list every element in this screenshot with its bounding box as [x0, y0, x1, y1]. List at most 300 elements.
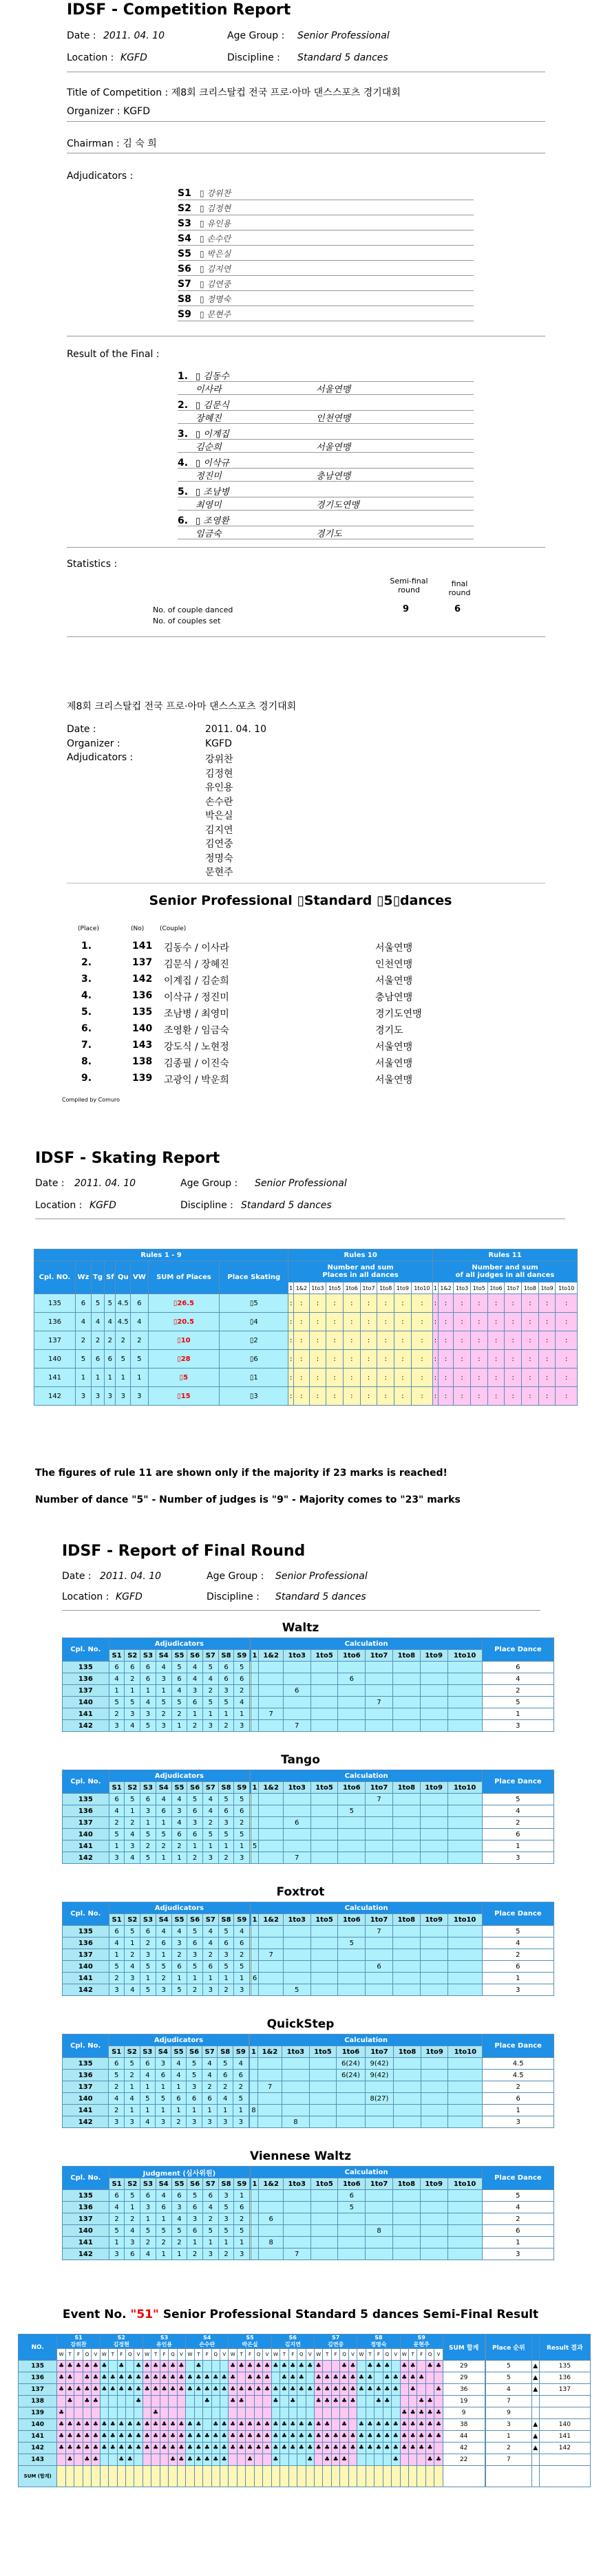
calc-cell: 6(24) — [337, 2070, 366, 2081]
sub-col-header: 1to9 — [394, 1282, 412, 1294]
semi-mark — [254, 2396, 262, 2407]
semi-mark: ♣ — [229, 2443, 237, 2454]
semi-dance-letter: T — [237, 2349, 245, 2361]
calc-cell — [366, 1973, 393, 1984]
semi-sum-cell — [100, 2466, 108, 2487]
skating-dance-place: 2 — [116, 1331, 131, 1350]
semi-no: 138 — [19, 2396, 57, 2407]
judge-header: S8 — [218, 1782, 234, 1794]
judge-mark: 4 — [234, 1926, 250, 1938]
calc-cell — [366, 1984, 393, 1996]
judge-mark: 2 — [109, 2213, 125, 2225]
semi-mark — [203, 2407, 211, 2419]
semi-result-marker — [531, 2454, 539, 2466]
skating-cpl-no: 141 — [34, 1368, 76, 1387]
rule10-cell: : — [377, 1294, 394, 1313]
calc-cell — [392, 1926, 420, 1938]
summary-date: 2011. 04. 10 — [205, 724, 267, 735]
judge-mark: 1 — [156, 1817, 171, 1829]
semi-mark: ♣ — [271, 2443, 280, 2454]
semi-mark: ♣ — [357, 2431, 366, 2443]
semi-judge-header: S5 박은실 — [229, 2334, 271, 2349]
summary-couple: 김종필 / 이진숙 — [164, 1058, 229, 1069]
semi-mark: ♣ — [194, 2384, 202, 2396]
dance-cpl-no: 141 — [63, 2237, 109, 2248]
semi-mark — [126, 2396, 134, 2407]
semi-mark — [220, 2361, 228, 2372]
semi-mark: ♣ — [169, 2454, 177, 2466]
calc-cell — [282, 2058, 310, 2070]
calc-cell — [282, 2093, 310, 2105]
semi-mark: ♣ — [288, 2396, 297, 2407]
semi-mark: ♣ — [340, 2361, 348, 2372]
semi-mark: ♣ — [160, 2372, 168, 2384]
calc-cell — [257, 2093, 282, 2105]
semi-mark: ♣ — [400, 2419, 408, 2431]
semi-mark: ♣ — [83, 2396, 91, 2407]
judge-mark: 5 — [109, 2225, 125, 2237]
judge-mark: 4 — [171, 1685, 187, 1697]
dance-place: 3 — [482, 1852, 553, 1864]
semi-sum: 22 — [443, 2454, 485, 2466]
semi-dance-letter: V — [434, 2349, 443, 2361]
calc-cell — [251, 1938, 259, 1949]
judge-header: S9 — [233, 2046, 249, 2058]
dance-table — [62, 1902, 554, 1996]
skating-cpl-no: 136 — [34, 1313, 76, 1331]
semi-mark — [246, 2396, 254, 2407]
semi-row — [19, 2419, 591, 2431]
header-row — [34, 1249, 578, 1261]
semi-mark — [323, 2407, 331, 2419]
semi-mark: ♣ — [348, 2372, 357, 2384]
semi-result-marker — [531, 2396, 539, 2407]
semi-mark — [323, 2361, 331, 2372]
judge-mark: 3 — [156, 1720, 171, 1732]
dance-cpl-no: 135 — [63, 1926, 109, 1938]
semi-mark: ♣ — [126, 2454, 134, 2466]
semi-mark — [117, 2396, 125, 2407]
semi-mark — [434, 2396, 443, 2407]
semi-mark — [177, 2407, 185, 2419]
final-club: 인천연맹 — [316, 414, 351, 424]
semi-mark: ♣ — [143, 2361, 151, 2372]
semi-mark: ♣ — [434, 2361, 443, 2372]
semi-mark: ♣ — [151, 2443, 160, 2454]
judge-mark: 4 — [218, 2093, 233, 2105]
calc-cell — [251, 2225, 259, 2237]
semi-mark: ♣ — [383, 2396, 391, 2407]
header-row — [63, 1914, 554, 1926]
calc-cell — [310, 1852, 338, 1864]
semi-dance-letter: Q — [169, 2349, 177, 2361]
calc-col-header: 1&2 — [259, 1782, 283, 1794]
final-line — [178, 497, 474, 511]
judge-mark: 3 — [218, 2190, 234, 2202]
semi-mark: ♣ — [220, 2372, 228, 2384]
dance-place: 6 — [482, 2225, 553, 2237]
calc-cell — [250, 2070, 258, 2081]
calc-cell — [420, 1949, 447, 1961]
semi-mark — [151, 2396, 160, 2407]
semi-mark — [357, 2361, 366, 2372]
semi-mark — [169, 2396, 177, 2407]
skating-row — [34, 1294, 578, 1313]
calc-cell — [392, 1852, 420, 1864]
judge-mark: 6 — [218, 2070, 233, 2081]
calc-cell — [251, 1685, 259, 1697]
sub-col-header: 1 — [288, 1282, 294, 1294]
semi-mark: ♣ — [400, 2407, 408, 2419]
final-club: 서울연맹 — [316, 385, 351, 395]
rule11-cell: : — [454, 1294, 471, 1313]
final-line — [178, 484, 474, 497]
rule11-cell: : — [556, 1331, 578, 1350]
judge-mark: 1 — [187, 1973, 203, 1984]
judge-header: S3 — [140, 1650, 156, 1662]
semi-mark: ♣ — [117, 2419, 125, 2431]
semi-sum-cell — [383, 2466, 391, 2487]
calc-cell — [392, 1973, 420, 1984]
judge-mark: 1 — [140, 2213, 156, 2225]
judge-mark: 5 — [156, 1697, 171, 1708]
dance-cpl-no: 142 — [63, 1984, 109, 1996]
rule11-cell: : — [522, 1331, 539, 1350]
rule11-cell: : — [505, 1350, 522, 1368]
judge-mark: 6 — [218, 1938, 234, 1949]
semi-mark — [306, 2372, 314, 2384]
calc-cell — [420, 1662, 447, 1673]
calc-cell — [259, 1829, 283, 1840]
semi-sum-cell — [92, 2466, 100, 2487]
calc-cell: 5 — [338, 2202, 366, 2213]
calc-cell — [392, 1720, 420, 1732]
place-header: Place Skating — [220, 1261, 288, 1294]
calc-cell — [310, 1973, 338, 1984]
rule11-cell: : — [487, 1350, 505, 1368]
stat-final-value: 6 — [454, 604, 461, 614]
rule10-cell: : — [288, 1294, 294, 1313]
semi-sum: 19 — [443, 2396, 485, 2407]
rule10-cell: : — [377, 1350, 394, 1368]
calc-cell — [259, 1805, 283, 1817]
skating-dance-place: 3 — [76, 1387, 92, 1406]
calc-cell — [447, 1817, 482, 1829]
dance-place: 5 — [482, 2190, 553, 2202]
judge-mark: 3 — [202, 2116, 218, 2128]
judge-mark: 1 — [125, 1685, 140, 1697]
semi-row — [19, 2443, 591, 2454]
calc-cell — [392, 1840, 420, 1852]
calc-cell — [447, 1794, 482, 1805]
dance-row — [63, 1961, 554, 1973]
semi-mark: ♣ — [57, 2361, 65, 2372]
semi-no: 141 — [19, 2431, 57, 2443]
semi-mark — [143, 2396, 151, 2407]
rule11-cell: : — [556, 1294, 578, 1313]
semi-sum: 29 — [443, 2361, 485, 2372]
judge-header: S2 — [125, 1650, 140, 1662]
semi-sum-cell — [263, 2466, 271, 2487]
dance-table — [62, 1638, 554, 1732]
semi-dance-letter: Q — [254, 2349, 262, 2361]
calc-cell — [447, 1805, 482, 1817]
judge-header: S1 — [109, 2046, 125, 2058]
judge-mark: 5 — [109, 1697, 125, 1708]
semi-mark: ♣ — [271, 2454, 280, 2466]
calc-cell — [259, 1852, 283, 1864]
calc-cell — [366, 2202, 393, 2213]
cpl-header: Cpl. No. — [63, 1638, 109, 1662]
judge-mark: 5 — [218, 1697, 234, 1708]
calc-cell — [420, 2248, 447, 2260]
judge-mark: 6 — [233, 2070, 249, 2081]
dance-place: 2 — [482, 1949, 553, 1961]
dance-place: 1 — [482, 1708, 553, 1720]
rule10-cell: : — [326, 1331, 344, 1350]
judge-header: S8 — [218, 1914, 234, 1926]
judge-header: S6 — [187, 1914, 203, 1926]
header-row — [63, 2046, 554, 2058]
judge-mark: 2 — [218, 1852, 234, 1864]
judge-mark: 3 — [125, 1840, 140, 1852]
rule10-cell: : — [343, 1350, 360, 1368]
judge-mark: 4 — [202, 1673, 218, 1685]
semi-mark: ♣ — [408, 2443, 417, 2454]
summary-no: 139 — [132, 1073, 153, 1084]
semi-mark: ♣ — [375, 2396, 383, 2407]
calc-col-header: 1to10 — [448, 2046, 483, 2058]
semi-sum: 29 — [443, 2372, 485, 2384]
calc-cell — [366, 1685, 393, 1697]
judge-mark: 3 — [171, 1938, 187, 1949]
skating-dance-place: 5 — [131, 1350, 148, 1368]
semi-dance-letter: F — [246, 2349, 254, 2361]
skating-dance-place: 1 — [91, 1368, 104, 1387]
semi-mark: ♣ — [169, 2443, 177, 2454]
judge-mark: 5 — [218, 2058, 233, 2070]
semi-judge-header: S6 김지연 — [271, 2334, 314, 2349]
semi-mark — [65, 2407, 74, 2419]
semi-mark: ♣ — [425, 2407, 434, 2419]
calc-cell — [251, 1852, 259, 1864]
calc-cell — [421, 2093, 448, 2105]
skating-dance-place: 2 — [105, 1331, 116, 1350]
dance-row — [63, 1852, 554, 1864]
semi-mark: ♣ — [314, 2372, 322, 2384]
semi-mark: ♣ — [306, 2419, 314, 2431]
rule10-cell: : — [294, 1294, 309, 1313]
summary-club: 서울연맹 — [375, 1058, 413, 1069]
judge-mark: 1 — [234, 2190, 250, 2202]
adjudicator-row — [178, 278, 474, 291]
semi-sum: 36 — [443, 2384, 485, 2396]
judge-header: S4 — [156, 2178, 171, 2190]
semi-mark: ♣ — [417, 2372, 425, 2384]
calc-cell: 7 — [366, 1926, 393, 1938]
calc-cell — [257, 2105, 282, 2116]
judge-mark: 1 — [171, 1973, 187, 1984]
semi-place: 9 — [485, 2407, 531, 2419]
semi-sum-cell — [271, 2466, 280, 2487]
judge-mark: 4 — [156, 1662, 171, 1673]
judge-mark: 5 — [202, 2225, 218, 2237]
calc-cell — [366, 1662, 393, 1673]
dance-header: VW — [131, 1261, 148, 1294]
final-row — [178, 398, 474, 424]
semi-mark: ♣ — [263, 2384, 271, 2396]
judge-header: S5 — [171, 2178, 187, 2190]
judge-mark: 2 — [202, 2213, 218, 2225]
summary-no: 137 — [132, 957, 153, 968]
semi-mark: ♣ — [65, 2372, 74, 2384]
semi-sum-cell — [314, 2466, 322, 2487]
judge-header: S3 — [140, 1782, 156, 1794]
summary-no: 142 — [132, 974, 153, 985]
title-of-competition: Title of Competition : 제8회 크리스탈컵 전국 프로·아마 댄스스포츠 경기대회 — [67, 87, 401, 98]
rule10-cell: : — [411, 1294, 432, 1313]
rule11-cell: : — [433, 1294, 439, 1313]
age-group-value: Senior Professional — [297, 30, 390, 41]
judge-mark: 6 — [140, 1794, 156, 1805]
semi-mark — [425, 2372, 434, 2384]
judge-header: S9 — [234, 1782, 250, 1794]
semi-mark: ♣ — [383, 2443, 391, 2454]
semi-mark — [92, 2407, 100, 2419]
calc-cell — [420, 1829, 447, 1840]
semi-result — [539, 2407, 590, 2419]
dance-title: Waltz — [282, 1621, 319, 1635]
summary-club: 경기도 — [375, 1025, 403, 1036]
dance-place: 2 — [482, 1817, 553, 1829]
judge-mark: 4 — [171, 2213, 187, 2225]
rule11-cell: : — [454, 1387, 471, 1406]
semi-mark: ♣ — [177, 2431, 185, 2443]
final-leader: ▯ 조남병 — [196, 487, 229, 497]
calc-col-header: 1&2 — [259, 2178, 283, 2190]
semi-mark: ♣ — [92, 2384, 100, 2396]
semi-mark: ♣ — [297, 2372, 306, 2384]
semi-mark: ♣ — [254, 2384, 262, 2396]
judge-mark: 3 — [234, 1720, 250, 1732]
dance-title: Tango — [281, 1753, 320, 1767]
dance-place: 3 — [482, 2248, 553, 2260]
semi-mark: ♣ — [83, 2443, 91, 2454]
semi-mark: ♣ — [117, 2443, 125, 2454]
semi-mark: ♣ — [126, 2431, 134, 2443]
final-line — [178, 513, 474, 526]
calculation-header: Calculation — [251, 1638, 482, 1650]
calc-col-header: 1to10 — [447, 1914, 482, 1926]
calc-cell — [337, 2093, 366, 2105]
calc-cell — [310, 1926, 338, 1938]
semi-judge-header: S8 정명숙 — [357, 2334, 400, 2349]
semi-mark — [280, 2396, 288, 2407]
judge-mark: 6 — [109, 1662, 125, 1673]
judge-mark: 4 — [202, 2070, 218, 2081]
judge-mark: 6 — [156, 2070, 171, 2081]
semi-sum-cell — [375, 2466, 383, 2487]
calc-cell — [251, 1697, 259, 1708]
skating-place: ▯4 — [220, 1313, 288, 1331]
semi-mark: ♣ — [74, 2361, 83, 2372]
judge-mark: 3 — [218, 2213, 234, 2225]
calculation-header: Calculation — [251, 1902, 482, 1914]
semi-mark: ♣ — [151, 2419, 160, 2431]
skating-sum: ▯26.5 — [148, 1294, 220, 1313]
judge-mark: 3 — [234, 2248, 250, 2260]
calc-cell — [366, 2213, 393, 2225]
rule10-cell: : — [294, 1350, 309, 1368]
semi-mark — [392, 2407, 400, 2419]
rule11-cell: : — [438, 1313, 453, 1331]
semi-mark: ♣ — [211, 2431, 220, 2443]
judge-mark: 6 — [156, 1805, 171, 1817]
rule10-cell: : — [394, 1368, 412, 1387]
rule11-cell: : — [556, 1313, 578, 1331]
dance-cpl-no: 141 — [63, 2105, 109, 2116]
dance-place: 4 — [482, 1938, 553, 1949]
semi-mark: ♣ — [229, 2396, 237, 2407]
final-line — [178, 455, 474, 469]
semi-mark: ♣ — [109, 2384, 117, 2396]
final-leader: ▯ 김문식 — [196, 400, 229, 411]
calc-cell — [421, 2070, 448, 2081]
semi-mark — [100, 2454, 108, 2466]
dance-header: Tg — [91, 1261, 104, 1294]
summary-club: 서울연맹 — [375, 1042, 413, 1053]
judge-mark: 4 — [125, 1720, 140, 1732]
dance-row — [63, 2105, 554, 2116]
summary-no: 140 — [132, 1023, 153, 1034]
cpl-header: Cpl. No. — [63, 2035, 109, 2058]
semi-mark: ♣ — [280, 2361, 288, 2372]
semi-mark: ♣ — [186, 2431, 194, 2443]
rule11-cell: : — [538, 1368, 556, 1387]
semi-final-table — [18, 2334, 591, 2487]
header-row — [63, 1770, 554, 1782]
semi-mark — [375, 2454, 383, 2466]
judge-mark: 5 — [218, 2225, 234, 2237]
semi-mark: ♣ — [271, 2396, 280, 2407]
semi-mark — [160, 2407, 168, 2419]
summary-couple: 김동수 / 이사라 — [164, 943, 229, 954]
semi-mark — [306, 2407, 314, 2419]
calc-cell — [251, 1817, 259, 1829]
judge-mark: 4 — [234, 1697, 250, 1708]
calc-cell — [394, 2105, 421, 2116]
judge-mark: 4 — [202, 2058, 218, 2070]
rule10-cell: : — [288, 1350, 294, 1368]
judge-header: S2 — [125, 1782, 140, 1794]
judge-header: S1 — [109, 1650, 125, 1662]
semi-mark: ♣ — [288, 2372, 297, 2384]
judge-mark: 4 — [125, 1984, 140, 1996]
semi-sum-cell — [74, 2466, 83, 2487]
semi-result-marker: ▲ — [531, 2372, 539, 2384]
calc-cell — [259, 1817, 283, 1829]
semi-mark: ♣ — [408, 2361, 417, 2372]
semi-mark: ♣ — [83, 2419, 91, 2431]
rule10-cell: : — [326, 1387, 344, 1406]
calc-cell — [447, 1973, 482, 1984]
dance-cpl-no: 136 — [63, 2202, 109, 2213]
judge-mark: 1 — [156, 1949, 171, 1961]
summary-organizer-label: Organizer : — [67, 738, 120, 749]
calc-cell: 6 — [283, 1817, 310, 1829]
judge-mark: 4 — [109, 2202, 125, 2213]
judge-mark: 4 — [171, 2058, 187, 2070]
